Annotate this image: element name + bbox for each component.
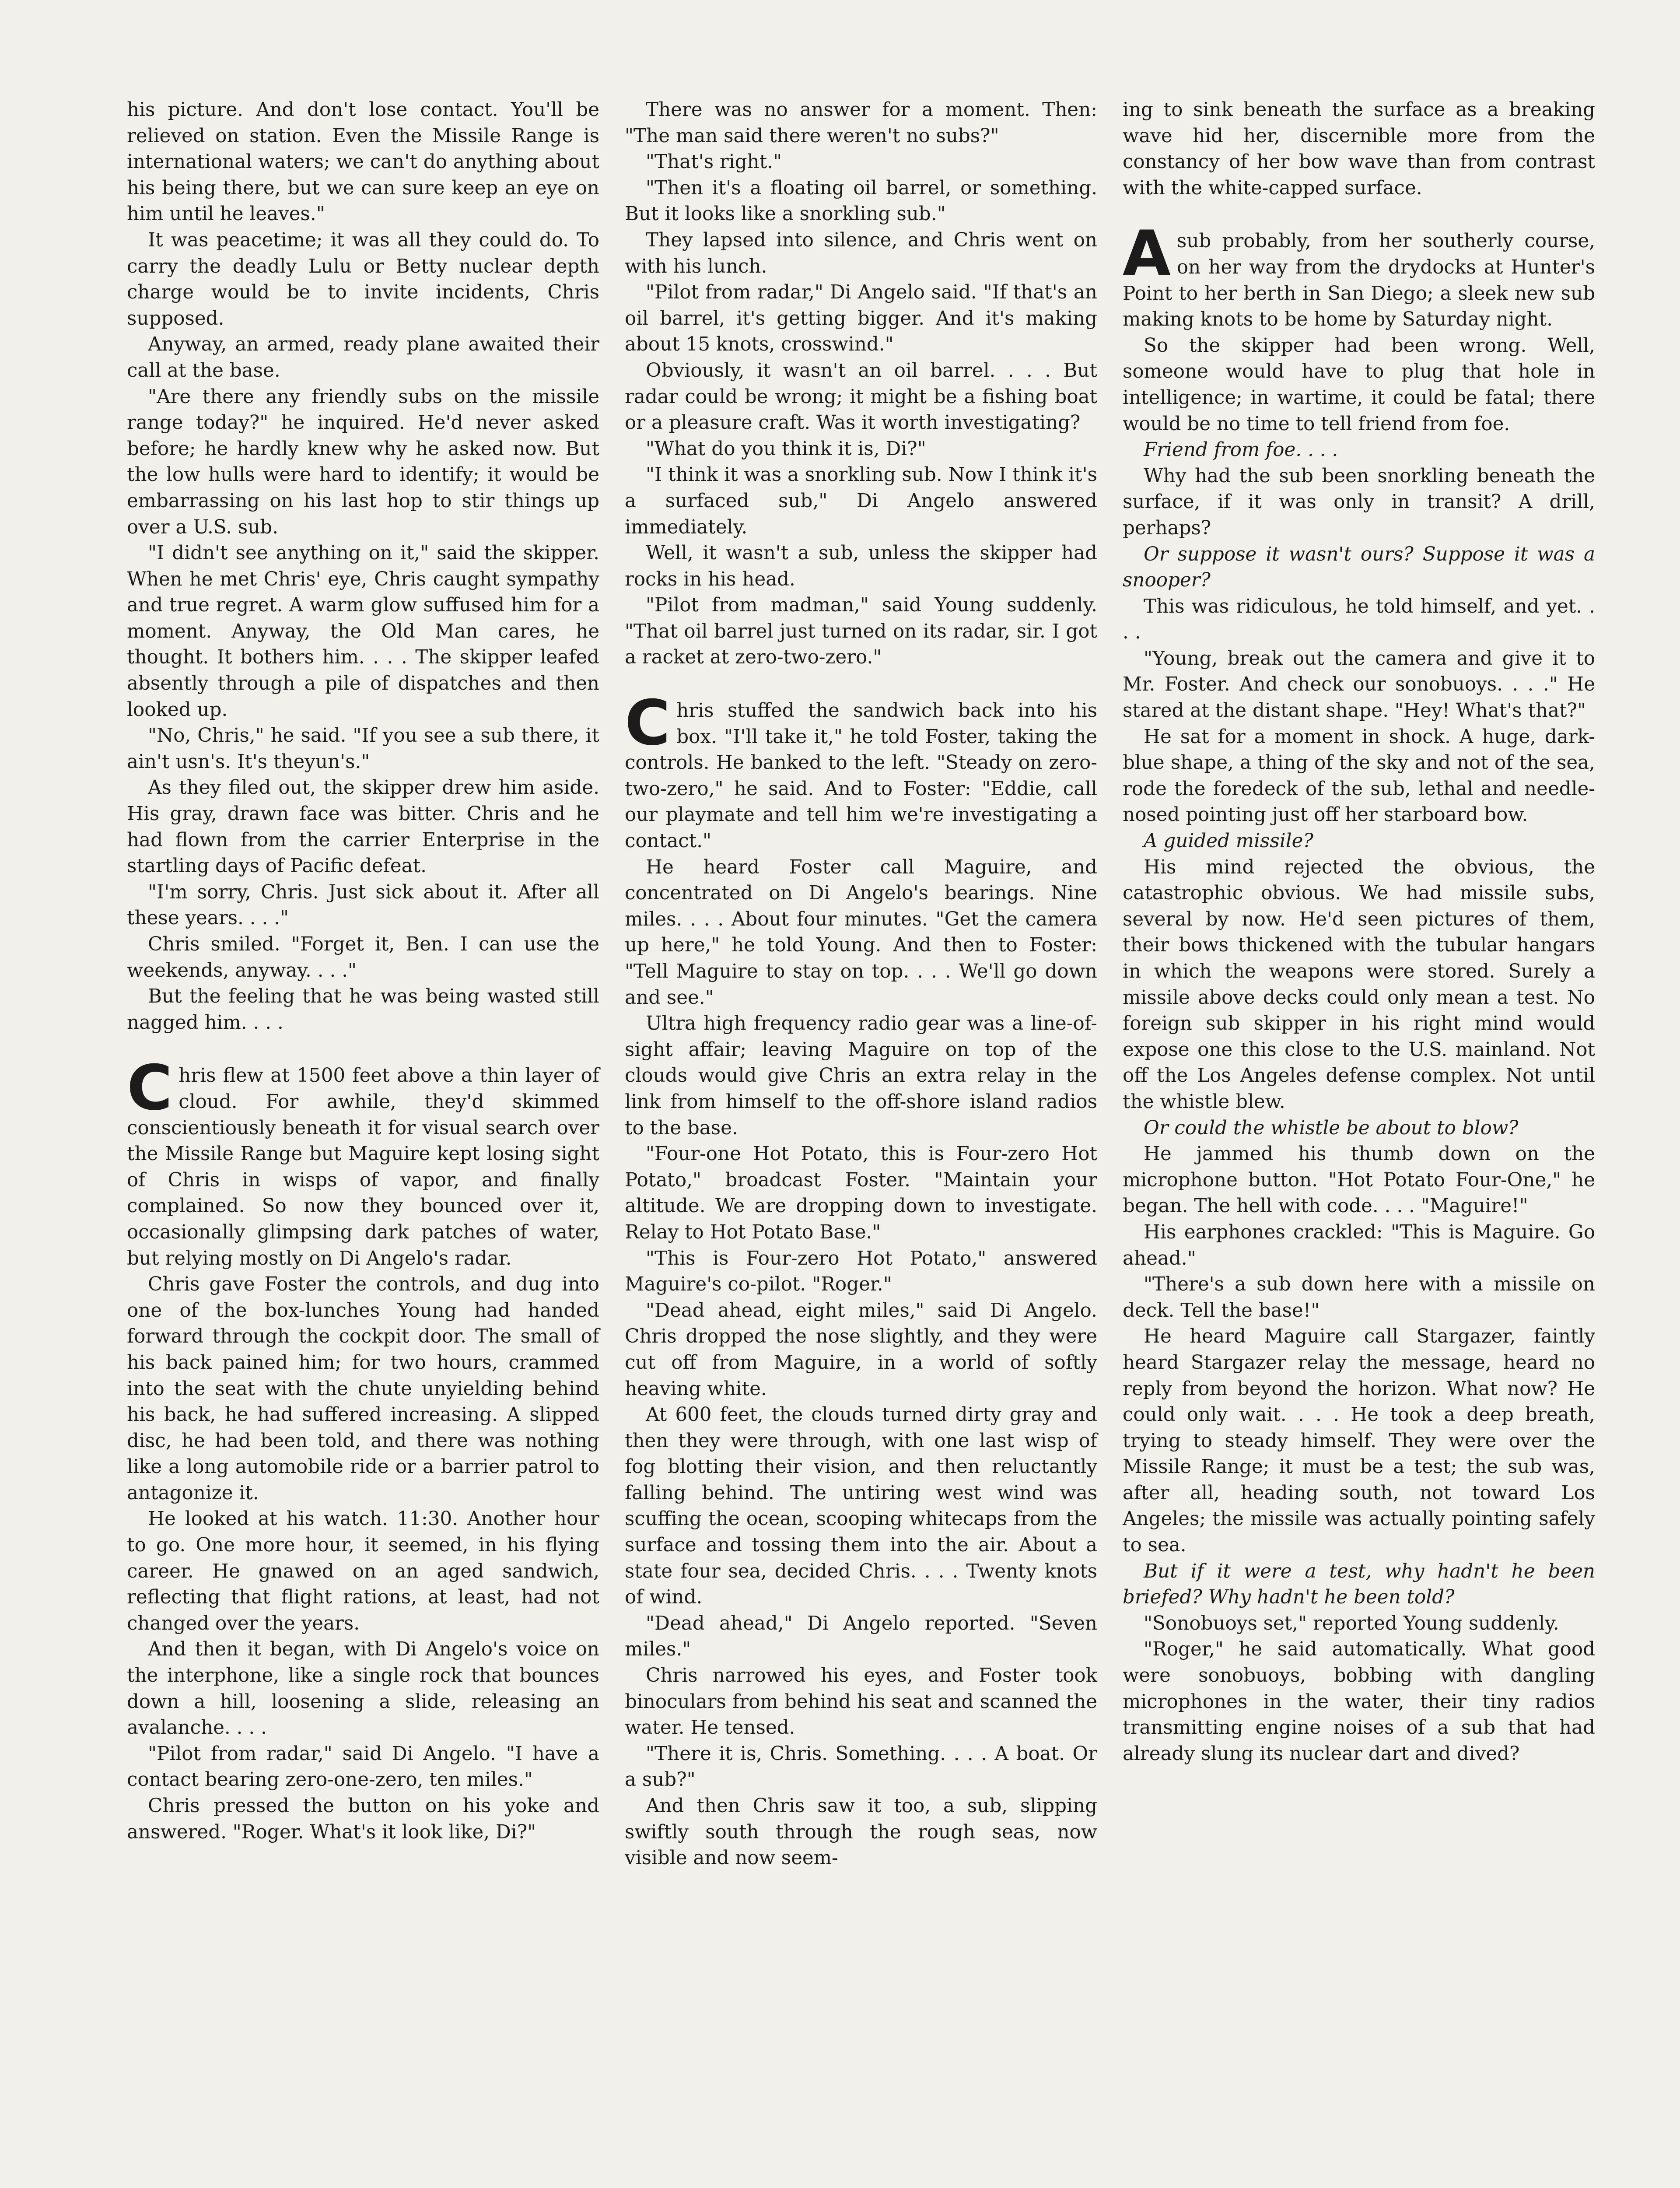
article-paragraph: And then Chris saw it too, a sub, slipping swiftly south through the rough seas, now visible and now seem- xyxy=(625,1795,1097,1869)
article-paragraph: He looked at his watch. 11:30. Another hour to go. One more hour, it seemed, in his flying career. He gnawed on an aged sandwich, reflecting that flight rations, at least, had not changed over the years. xyxy=(127,1508,599,1634)
article-paragraph: Asub probably, from her southerly course, on her way from the drydocks at Hunter's Point to her berth in San Diego; a sleek new sub making knots to be home by Saturday night. xyxy=(1123,217,1595,331)
article-paragraph: Ultra high frequency radio gear was a line-of-sight affair; leaving Maguire on top of the clouds would give Chris an extra relay in the link from himself to the off-shore island radios to the base. xyxy=(625,1013,1097,1139)
article-paragraph: It was peacetime; it was all they could do. To carry the deadly Lulu or Betty nuclear depth charge would be to invite incidents, Chris supposed. xyxy=(127,229,599,330)
article-paragraph: This was ridiculous, he told himself, and yet. . . . xyxy=(1123,595,1595,644)
article-paragraph: And then it began, with Di Angelo's voice on the interphone, like a single rock that bounces down a hill, loosening a slide, releasing an avalanche. . . . xyxy=(127,1638,599,1739)
article-paragraph: A guided missile? xyxy=(1144,830,1313,852)
article-paragraph: They lapsed into silence, and Chris went on with his lunch. xyxy=(625,229,1097,277)
text-column-3 xyxy=(1123,97,1595,1767)
article-paragraph: Or could the whistle be about to blow? xyxy=(1144,1117,1519,1139)
article-paragraph: Chris stuffed the sandwich back into his box. "I'll take it," he told Foster, taking the controls. He banked to the left. "Steady on zero-two-zero," he said. And to Foster: "Eddie, call our playmate and tell him we're investigating a contact." xyxy=(625,687,1097,852)
article-paragraph: He heard Maguire call Stargazer, faintly heard Stargazer relay the message, heard no reply from beyond the horizon. What now? He could only wait. . . . He took a deep breath, trying to steady himself. They were over the Missile Range; it must be a test; the sub was, after all, heading south, not toward Los Angeles; the missile was actually pointing safely to sea. xyxy=(1123,1325,1595,1557)
article-paragraph: "Roger," he said automatically. What good were sonobuoys, bobbing with dangling microphones in the water, their tiny radios transmitting engine noises of a sub that had already slung its nuclear dart and dived? xyxy=(1123,1638,1595,1765)
article-paragraph: Chris pressed the button on his yoke and answered. "Roger. What's it look like, Di?" xyxy=(127,1795,599,1843)
article-paragraph: Chris narrowed his eyes, and Foster took binoculars from behind his seat and scanned the water. He tensed. xyxy=(625,1665,1097,1739)
article-paragraph: "That's right." xyxy=(646,151,782,173)
article-paragraph: "Sonobuoys set," reported Young suddenly. xyxy=(1144,1612,1559,1634)
article-paragraph: Anyway, an armed, ready plane awaited their call at the base. xyxy=(127,333,599,382)
article-paragraph: "Young, break out the camera and give it to Mr. Foster. And check our sonobuoys. . . ." He stared at the distant shape. "Hey! What's that?" xyxy=(1123,647,1595,722)
text-column-1 xyxy=(127,97,599,1845)
article-paragraph: "I didn't see anything on it," said the skipper. When he met Chris' eye, Chris caught sympathy and true regret. A warm glow suffused him for a moment. Anyway, the Old Man cares, he thought. It bothers him. . . . The skipper leafed absently through a pile of dispatches and then looked up. xyxy=(127,542,599,721)
article-paragraph: ing to sink beneath the surface as a breaking wave hid her, discernible more from the constancy of her bow wave than from contrast with the white-capped surface. xyxy=(1123,99,1595,199)
article-paragraph: His earphones crackled: "This is Maguire. Go ahead." xyxy=(1123,1221,1595,1269)
article-paragraph: "I'm sorry, Chris. Just sick about it. After all these years. . . ." xyxy=(127,881,599,929)
article-paragraph: Obviously, it wasn't an oil barrel. . . . But radar could be wrong; it might be a fishing boat or a pleasure craft. Was it worth investigating? xyxy=(625,359,1097,434)
article-paragraph: Well, it wasn't a sub, unless the skipper had rocks in his head. xyxy=(625,542,1097,590)
article-paragraph: There was no answer for a moment. Then: "The man said there weren't no subs?" xyxy=(625,99,1097,147)
article-paragraph: "Dead ahead," Di Angelo reported. "Seven miles." xyxy=(625,1612,1097,1661)
article-paragraph: "Pilot from radar," said Di Angelo. "I have a contact bearing zero-one-zero, ten miles." xyxy=(127,1743,599,1791)
article-paragraph: "There it is, Chris. Something. . . . A boat. Or a sub?" xyxy=(625,1743,1097,1791)
article-paragraph: his picture. And don't lose contact. You'll be relieved on station. Even the Missile Range is international waters; we can't do anything about his being there, but we can sure keep an eye on him until he leaves." xyxy=(127,99,599,225)
article-paragraph: Chris gave Foster the controls, and dug into one of the box-lunches Young had handed forward through the cockpit door. The small of his back pained him; for two hours, crammed into the seat with the chute unyielding behind his back, he had suffered increasing. A slipped disc, he had been told, and there was nothing like a long automobile ride or a barrier patrol to antagonize it. xyxy=(127,1273,599,1504)
article-paragraph: So the skipper had been wrong. Well, someone would have to plug that hole in intelligence; in wartime, it could be fatal; there would be no time to tell friend from foe. xyxy=(1123,334,1595,435)
article-paragraph: "I think it was a snorkling sub. Now I think it's a surfaced sub," Di Angelo answered immediately. xyxy=(625,464,1097,538)
article-paragraph: "What do you think it is, Di?" xyxy=(646,438,926,460)
text-column-2 xyxy=(625,97,1097,1872)
article-paragraph: Why had the sub been snorkling beneath the surface, if it was only in transit? A drill, perhaps? xyxy=(1123,465,1595,539)
article-paragraph: He heard Foster call Maguire, and concentrated on Di Angelo's bearings. Nine miles. . . . About four minutes. "Get the camera up here," he told Young. And then to Foster: "Tell Maguire to stay on top. . . . We'll go down and see." xyxy=(625,856,1097,1009)
article-paragraph: "Pilot from radar," Di Angelo said. "If that's an oil barrel, it's getting bigger. And it's making about 15 knots, crosswind." xyxy=(625,281,1097,356)
article-paragraph: He sat for a moment in shock. A huge, dark-blue shape, a thing of the sky and not of the sea, rode the foredeck of the sub, lethal and needle-nosed pointing just off her starboard bow. xyxy=(1123,726,1595,826)
article-paragraph: "There's a sub down here with a missile on deck. Tell the base!" xyxy=(1123,1273,1595,1322)
article-paragraph: Chris smiled. "Forget it, Ben. I can use the weekends, anyway. . . ." xyxy=(127,933,599,982)
article-paragraph: "Pilot from madman," said Young suddenly. "That oil barrel just turned on its radar, sir. I got a racket at zero-two-zero." xyxy=(625,594,1097,669)
article-paragraph: "Then it's a floating oil barrel, or something. But it looks like a snorkling sub." xyxy=(625,177,1097,225)
article-paragraph: He jammed his thumb down on the microphone button. "Hot Potato Four-One," he began. The hell with code. . . . "Maguire!" xyxy=(1123,1143,1595,1217)
article-paragraph: "Are there any friendly subs on the missile range today?" he inquired. He'd never asked before; he hardly knew why he asked now. But the low hulls were hard to identify; it would be embarrassing on his last hop to stir things up over a U.S. sub. xyxy=(127,386,599,538)
article-paragraph: Chris flew at 1500 feet above a thin layer of cloud. For awhile, they'd skimmed conscientiously beneath it for visual search over the Missile Range but Maguire kept losing sight of Chris in wisps of vapor, and finally complained. So now they bounced over it, occasionally glimpsing dark patches of water, but relying mostly on Di Angelo's radar. xyxy=(127,1052,599,1269)
article-paragraph: Friend from foe. . . . xyxy=(1144,439,1338,461)
article-paragraph: "Dead ahead, eight miles," said Di Angelo. Chris dropped the nose slightly, and they were cut off from Maguire, in a world of softly heaving white. xyxy=(625,1299,1097,1400)
article-paragraph: But if it were a test, why hadn't he been briefed? Why hadn't he been told? xyxy=(1123,1560,1595,1609)
article-paragraph: His mind rejected the obvious, the catastrophic obvious. We had missile subs, several by now. He'd seen pictures of them, their bows thickened with the tubular hangars in which the weapons were stored. Surely a missile above decks could only mean a test. No foreign sub skipper in his right mind would expose one this close to the U.S. mainland. Not off the Los Angeles defense complex. Not until the whistle blew. xyxy=(1123,856,1595,1113)
article-paragraph: "Four-one Hot Potato, this is Four-zero Hot Potato," broadcast Foster. "Maintain your altitude. We are dropping down to investigate. Relay to Hot Potato Base." xyxy=(625,1143,1097,1243)
article-paragraph: At 600 feet, the clouds turned dirty gray and then they were through, with one last wisp of fog blotting their vision, and then reluctantly falling behind. The untiring west wind was scuffing the ocean, scooping whitecaps from the surface and tossing them into the air. About a state four sea, decided Chris. . . . Twenty knots of wind. xyxy=(625,1404,1097,1609)
article-paragraph: But the feeling that he was being wasted still nagged him. . . . xyxy=(127,985,599,1034)
article-paragraph: "No, Chris," he said. "If you see a sub there, it ain't usn's. It's theyun's." xyxy=(127,725,599,773)
article-paragraph: "This is Four-zero Hot Potato," answered Maguire's co-pilot. "Roger." xyxy=(625,1247,1097,1296)
article-paragraph: As they filed out, the skipper drew him aside. His gray, drawn face was bitter. Chris and he had flown from the carrier Enterprise in the startling days of Pacific defeat. xyxy=(127,777,599,877)
article-paragraph: Or suppose it wasn't ours? Suppose it was a snooper? xyxy=(1123,543,1595,592)
